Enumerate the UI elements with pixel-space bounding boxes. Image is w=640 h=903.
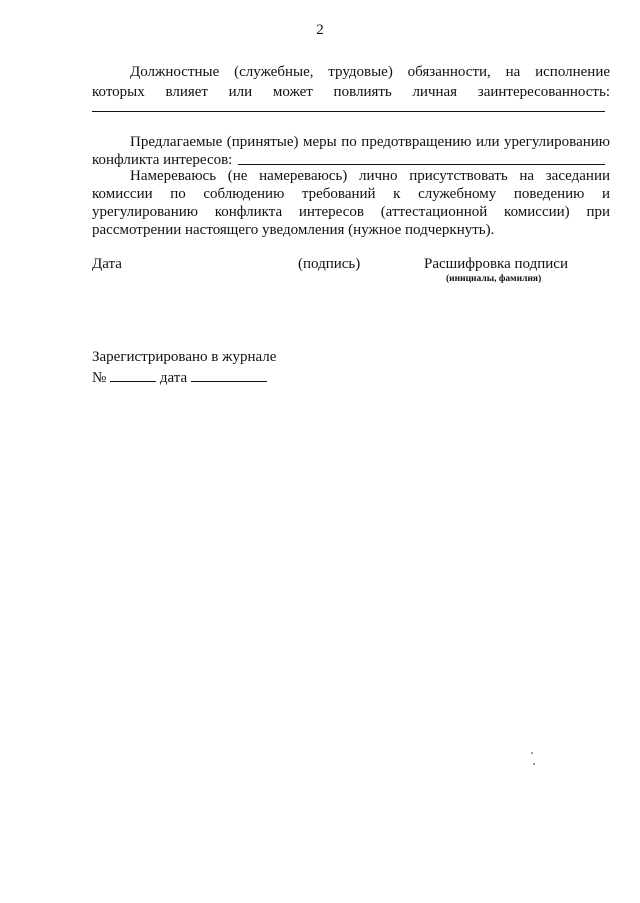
duties-line-2: которых влияет или может повлиять личная заинтересованность: (92, 84, 610, 100)
registration-date-label: дата (159, 370, 188, 386)
decode-signature-label: Расшифровка подписи (424, 256, 568, 272)
attendance-line-2: комиссии по соблюдению требований к служебному поведению и (92, 186, 610, 202)
measures-blank-line (238, 164, 605, 165)
registration-number-label: № (92, 370, 107, 386)
registration-number-row (92, 367, 267, 388)
registration-title: Зарегистрировано в журнале (92, 349, 277, 365)
signature-label: (подпись) (298, 256, 361, 272)
attendance-line-1: Намереваюсь (не намереваюсь) лично присутствовать на заседании (130, 168, 610, 184)
registration-date-blank (191, 367, 267, 382)
duties-blank-line (92, 111, 605, 112)
duties-line-1: Должностные (служебные, трудовые) обязанности, на исполнение (130, 64, 610, 80)
page-number: 2 (316, 22, 324, 38)
attendance-line-3: урегулированию конфликта интересов (аттестационной комиссии) при (92, 204, 610, 220)
attendance-line-4: рассмотрении настоящего уведомления (нужное подчеркнуть). (92, 222, 495, 238)
measures-line-1: Предлагаемые (принятые) меры по предотвращению или урегулированию (130, 134, 610, 150)
decode-signature-sublabel: (инициалы, фамилия) (446, 274, 542, 284)
measures-label: конфликта интересов: (92, 152, 233, 168)
scan-speck (531, 752, 533, 754)
date-label: Дата (92, 256, 122, 272)
scan-speck (533, 763, 535, 765)
registration-number-blank (110, 367, 156, 382)
